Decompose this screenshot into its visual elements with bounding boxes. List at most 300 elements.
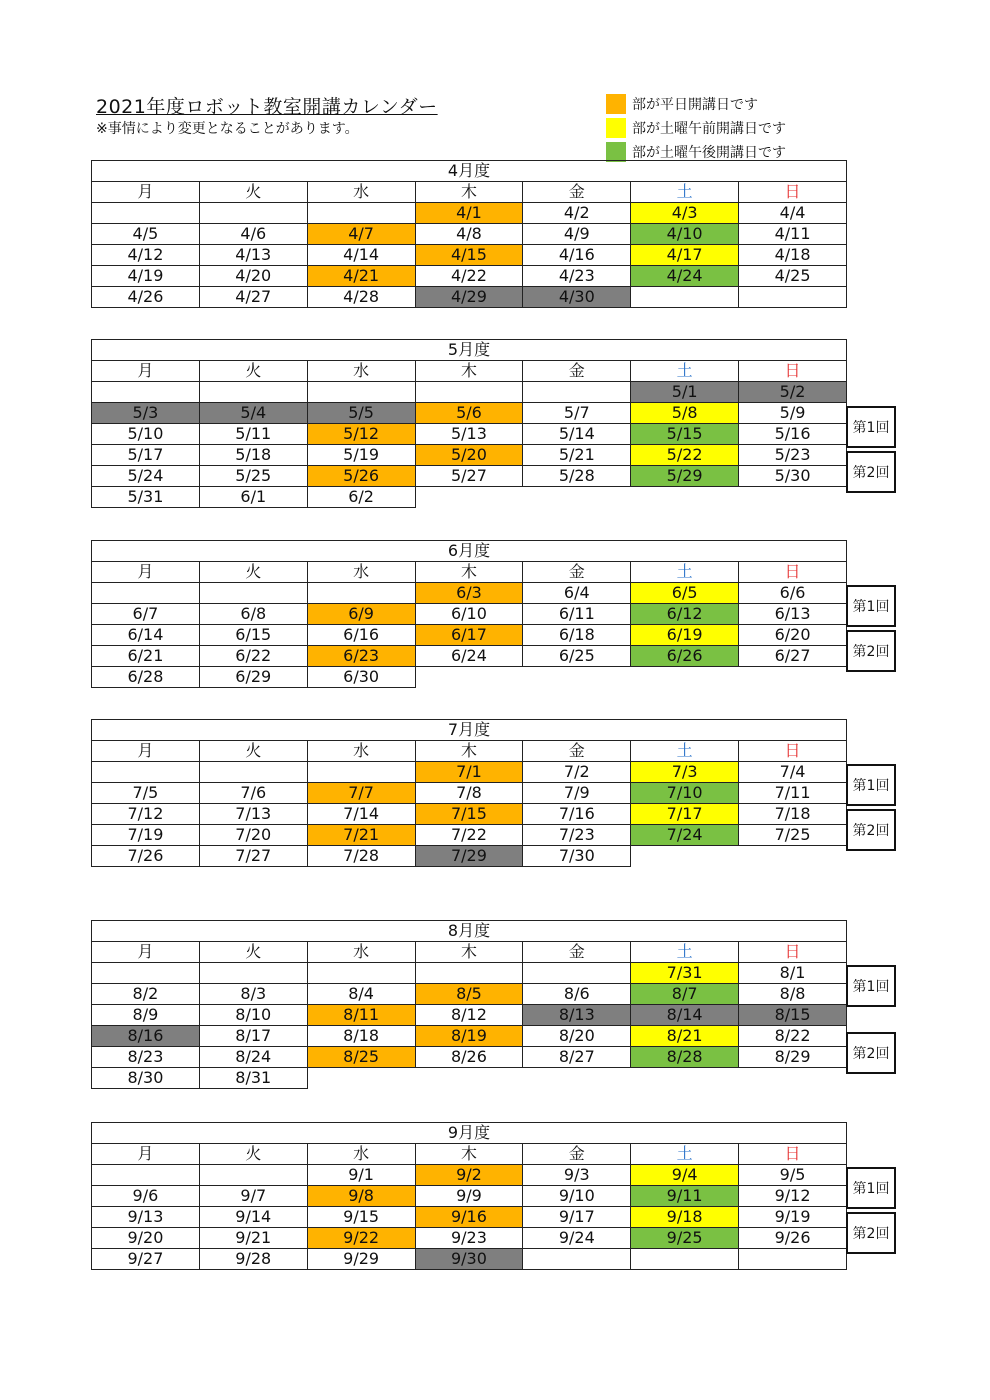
session-1-badge: 第1回 [846,764,896,806]
date-cell-pm: 7/10 [631,783,739,804]
date-cell: 8/26 [415,1047,523,1068]
date-cell: 8/17 [199,1026,307,1047]
blank-space [523,1068,631,1089]
date-cell: 8/23 [92,1047,200,1068]
date-cell-weekday: 7/1 [415,762,523,783]
date-cell-closed: 5/3 [92,403,200,424]
date-cell-pm: 5/15 [631,424,739,445]
week-row [92,646,847,667]
date-cell: 5/31 [92,487,200,508]
weekday-header: 火 [199,741,307,762]
weekday-header: 火 [199,1144,307,1165]
date-cell: 5/23 [739,445,847,466]
date-cell: 9/26 [739,1228,847,1249]
month-april [91,160,847,308]
month-title: 8月度 [92,921,847,942]
date-cell: 4/12 [92,245,200,266]
date-cell: 6/29 [199,667,307,688]
date-cell-weekday: 4/7 [307,224,415,245]
date-cell: 8/18 [307,1026,415,1047]
date-cell-closed: 5/4 [199,403,307,424]
weekday-header: 日 [739,562,847,583]
weekday-header: 日 [739,1144,847,1165]
week-row [92,266,847,287]
empty-cell [307,963,415,984]
weekday-header: 土 [631,1144,739,1165]
empty-cell [307,762,415,783]
date-cell: 9/19 [739,1207,847,1228]
date-cell: 7/9 [523,783,631,804]
empty-cell [92,762,200,783]
empty-cell [523,963,631,984]
date-cell-closed: 4/29 [415,287,523,308]
date-cell-weekday: 8/25 [307,1047,415,1068]
weekday-header: 土 [631,562,739,583]
date-cell: 5/14 [523,424,631,445]
date-cell: 8/30 [92,1068,200,1089]
date-cell: 7/4 [739,762,847,783]
blank-space [739,846,847,867]
date-cell: 8/1 [739,963,847,984]
month-title: 7月度 [92,720,847,741]
week-row [92,245,847,266]
empty-cell [415,382,523,403]
date-cell-weekday: 6/9 [307,604,415,625]
date-cell: 9/27 [92,1249,200,1270]
date-cell: 4/9 [523,224,631,245]
weekday-header: 金 [523,361,631,382]
month-title: 9月度 [92,1123,847,1144]
week-row [92,382,847,403]
date-cell: 5/7 [523,403,631,424]
weekday-header: 日 [739,361,847,382]
date-cell: 7/6 [199,783,307,804]
date-cell: 9/3 [523,1165,631,1186]
week-row [92,287,847,308]
weekday-header: 木 [415,182,523,203]
date-cell: 9/1 [307,1165,415,1186]
empty-cell [92,382,200,403]
weekday-header: 火 [199,942,307,963]
date-cell-am: 9/4 [631,1165,739,1186]
date-cell: 9/20 [92,1228,200,1249]
date-cell-am: 4/17 [631,245,739,266]
legend-item-weekday [606,92,786,116]
date-cell-am: 5/8 [631,403,739,424]
date-cell: 9/14 [199,1207,307,1228]
date-cell-pm: 6/12 [631,604,739,625]
date-cell: 7/20 [199,825,307,846]
date-cell-weekday: 7/21 [307,825,415,846]
date-cell: 5/21 [523,445,631,466]
date-cell: 4/8 [415,224,523,245]
session-2-badge: 第2回 [846,451,896,493]
weekday-header: 水 [307,182,415,203]
date-cell-weekday: 7/7 [307,783,415,804]
date-cell-am: 7/3 [631,762,739,783]
legend-label: 部が土曜午前開講日です [632,121,786,137]
week-row [92,604,847,625]
date-cell: 9/29 [307,1249,415,1270]
empty-cell [631,287,739,308]
date-cell-weekday: 4/21 [307,266,415,287]
date-cell: 8/22 [739,1026,847,1047]
weekday-header: 水 [307,741,415,762]
blank-space [739,487,847,508]
date-cell-pm: 6/26 [631,646,739,667]
date-cell: 8/12 [415,1005,523,1026]
date-cell: 6/13 [739,604,847,625]
empty-cell [523,382,631,403]
weekday-header: 金 [523,182,631,203]
week-row [92,424,847,445]
date-cell: 7/25 [739,825,847,846]
date-cell-weekday: 6/3 [415,583,523,604]
empty-cell [92,583,200,604]
blank-space [415,1068,523,1089]
date-cell: 8/6 [523,984,631,1005]
date-cell: 4/25 [739,266,847,287]
weekday-header: 月 [92,182,200,203]
date-cell: 5/28 [523,466,631,487]
date-cell: 4/11 [739,224,847,245]
date-cell: 7/16 [523,804,631,825]
date-cell-weekday: 9/16 [415,1207,523,1228]
date-cell-am: 8/21 [631,1026,739,1047]
date-cell-weekday: 6/23 [307,646,415,667]
empty-cell [307,583,415,604]
date-cell: 6/15 [199,625,307,646]
date-cell: 8/27 [523,1047,631,1068]
date-cell: 6/28 [92,667,200,688]
empty-cell [739,1249,847,1270]
blank-space [631,667,739,688]
date-cell: 9/23 [415,1228,523,1249]
date-cell: 4/20 [199,266,307,287]
date-cell: 6/16 [307,625,415,646]
date-cell: 5/9 [739,403,847,424]
date-cell-weekday: 4/1 [415,203,523,224]
week-row [92,963,847,984]
week-row [92,466,847,487]
date-cell: 5/30 [739,466,847,487]
weekday-header: 月 [92,1144,200,1165]
date-cell-am: 5/22 [631,445,739,466]
date-cell: 6/7 [92,604,200,625]
date-cell-pm: 4/24 [631,266,739,287]
date-cell: 4/16 [523,245,631,266]
weekday-header: 土 [631,182,739,203]
date-cell: 6/27 [739,646,847,667]
date-cell: 6/21 [92,646,200,667]
empty-cell [523,1249,631,1270]
week-row [92,762,847,783]
date-cell: 9/5 [739,1165,847,1186]
date-cell-closed: 8/13 [523,1005,631,1026]
blank-space [631,487,739,508]
date-cell: 5/27 [415,466,523,487]
weekday-header: 日 [739,182,847,203]
date-cell: 4/19 [92,266,200,287]
date-cell: 7/22 [415,825,523,846]
empty-cell [307,203,415,224]
date-cell-pm: 9/25 [631,1228,739,1249]
week-row [92,1165,847,1186]
date-cell: 6/11 [523,604,631,625]
page-title: 2021年度ロボット教室開講カレンダー [96,96,438,118]
date-cell: 7/5 [92,783,200,804]
week-row [92,783,847,804]
empty-cell [307,382,415,403]
date-cell-closed: 9/30 [415,1249,523,1270]
week-row [92,1047,847,1068]
empty-cell [415,963,523,984]
date-cell-closed: 8/14 [631,1005,739,1026]
date-cell: 9/24 [523,1228,631,1249]
date-cell: 9/7 [199,1186,307,1207]
date-cell-weekday: 6/17 [415,625,523,646]
date-cell-weekday: 5/20 [415,445,523,466]
date-cell: 6/30 [307,667,415,688]
date-cell: 8/4 [307,984,415,1005]
date-cell-closed: 5/5 [307,403,415,424]
week-row [92,224,847,245]
date-cell-pm: 4/10 [631,224,739,245]
session-1-badge: 第1回 [846,965,896,1007]
calendar-table [91,160,847,308]
date-cell: 8/3 [199,984,307,1005]
month-title: 6月度 [92,541,847,562]
date-cell-am: 7/31 [631,963,739,984]
weekday-swatch [606,94,626,114]
date-cell: 6/22 [199,646,307,667]
blank-space [523,487,631,508]
month-title: 5月度 [92,340,847,361]
weekday-header: 水 [307,361,415,382]
blank-space [739,1068,847,1089]
date-cell: 8/10 [199,1005,307,1026]
blank-space [523,667,631,688]
week-row [92,625,847,646]
week-row [92,1186,847,1207]
date-cell: 8/9 [92,1005,200,1026]
date-cell: 4/23 [523,266,631,287]
month-june [91,540,847,688]
date-cell-weekday: 5/26 [307,466,415,487]
blank-space [415,487,523,508]
date-cell-weekday: 8/11 [307,1005,415,1026]
date-cell-weekday: 9/8 [307,1186,415,1207]
date-cell-am: 6/5 [631,583,739,604]
weekday-header: 月 [92,562,200,583]
weekday-header: 火 [199,361,307,382]
date-cell: 5/24 [92,466,200,487]
date-cell: 6/6 [739,583,847,604]
date-cell: 6/8 [199,604,307,625]
week-row [92,1207,847,1228]
date-cell: 5/25 [199,466,307,487]
date-cell: 5/17 [92,445,200,466]
date-cell-weekday: 9/2 [415,1165,523,1186]
calendar-table [91,339,847,508]
session-2-badge: 第2回 [846,630,896,672]
date-cell: 4/13 [199,245,307,266]
empty-cell [92,1165,200,1186]
weekday-header: 火 [199,562,307,583]
weekday-header: 水 [307,942,415,963]
date-cell: 9/10 [523,1186,631,1207]
date-cell: 6/1 [199,487,307,508]
date-cell-closed: 7/29 [415,846,523,867]
week-row [92,667,847,688]
date-cell: 4/5 [92,224,200,245]
date-cell: 8/29 [739,1047,847,1068]
date-cell: 9/12 [739,1186,847,1207]
month-title: 4月度 [92,161,847,182]
date-cell: 4/6 [199,224,307,245]
date-cell-weekday: 5/6 [415,403,523,424]
session-1-badge: 第1回 [846,1167,896,1209]
session-2-badge: 第2回 [846,809,896,851]
date-cell-pm: 7/24 [631,825,739,846]
date-cell-pm: 9/11 [631,1186,739,1207]
legend-label: 部が土曜午後開講日です [632,145,786,161]
weekday-header: 月 [92,361,200,382]
empty-cell [199,382,307,403]
weekday-header: 木 [415,361,523,382]
blank-space [631,846,739,867]
date-cell-closed: 4/30 [523,287,631,308]
date-cell: 9/13 [92,1207,200,1228]
week-row [92,1249,847,1270]
week-row [92,1228,847,1249]
saturday-pm-swatch [606,142,626,162]
weekday-header: 金 [523,562,631,583]
blank-space [631,1068,739,1089]
date-cell-am: 7/17 [631,804,739,825]
saturday-am-swatch [606,118,626,138]
date-cell: 9/28 [199,1249,307,1270]
date-cell: 7/13 [199,804,307,825]
weekday-header: 火 [199,182,307,203]
date-cell: 9/17 [523,1207,631,1228]
empty-cell [199,1165,307,1186]
weekday-header: 水 [307,1144,415,1165]
date-cell: 9/15 [307,1207,415,1228]
session-1-badge: 第1回 [846,585,896,627]
date-cell: 6/24 [415,646,523,667]
weekday-header: 木 [415,741,523,762]
date-cell: 6/14 [92,625,200,646]
date-cell-weekday: 9/22 [307,1228,415,1249]
weekday-header: 木 [415,942,523,963]
date-cell-closed: 5/2 [739,382,847,403]
date-cell: 9/9 [415,1186,523,1207]
date-cell-am: 4/3 [631,203,739,224]
change-notice: ※事情により変更となることがあります。 [96,121,359,137]
date-cell: 6/4 [523,583,631,604]
empty-cell [199,583,307,604]
empty-cell [631,1249,739,1270]
week-row [92,804,847,825]
date-cell: 5/10 [92,424,200,445]
week-row [92,825,847,846]
week-row [92,1005,847,1026]
empty-cell [199,963,307,984]
date-cell: 4/4 [739,203,847,224]
date-cell-pm: 8/28 [631,1047,739,1068]
empty-cell [199,203,307,224]
session-2-badge: 第2回 [846,1032,896,1074]
date-cell: 5/16 [739,424,847,445]
blank-space [415,667,523,688]
date-cell: 7/27 [199,846,307,867]
date-cell: 7/12 [92,804,200,825]
date-cell: 8/24 [199,1047,307,1068]
date-cell: 7/2 [523,762,631,783]
date-cell: 7/23 [523,825,631,846]
week-row [92,583,847,604]
date-cell: 9/21 [199,1228,307,1249]
date-cell: 8/2 [92,984,200,1005]
date-cell-pm: 8/7 [631,984,739,1005]
week-row [92,1026,847,1047]
date-cell: 6/18 [523,625,631,646]
empty-cell [92,963,200,984]
date-cell: 8/31 [199,1068,307,1089]
date-cell: 4/14 [307,245,415,266]
week-row [92,1068,847,1089]
weekday-header: 月 [92,942,200,963]
date-cell: 5/11 [199,424,307,445]
legend [606,92,786,164]
date-cell-pm: 5/29 [631,466,739,487]
date-cell-am: 6/19 [631,625,739,646]
week-row [92,203,847,224]
date-cell-closed: 8/16 [92,1026,200,1047]
blank-space [739,667,847,688]
blank-space [307,1068,415,1089]
weekday-header: 金 [523,741,631,762]
date-cell-weekday: 4/15 [415,245,523,266]
empty-cell [199,762,307,783]
date-cell-closed: 5/1 [631,382,739,403]
weekday-header: 土 [631,741,739,762]
date-cell: 4/22 [415,266,523,287]
week-row [92,445,847,466]
calendar-table [91,719,847,867]
session-1-badge: 第1回 [846,406,896,448]
weekday-header: 月 [92,741,200,762]
date-cell: 7/14 [307,804,415,825]
date-cell: 6/25 [523,646,631,667]
date-cell: 8/20 [523,1026,631,1047]
session-2-badge: 第2回 [846,1212,896,1254]
date-cell-closed: 8/15 [739,1005,847,1026]
date-cell: 4/28 [307,287,415,308]
week-row [92,984,847,1005]
calendar-table [91,540,847,688]
date-cell: 4/18 [739,245,847,266]
weekday-header: 水 [307,562,415,583]
empty-cell [92,203,200,224]
date-cell: 5/13 [415,424,523,445]
date-cell-weekday: 5/12 [307,424,415,445]
weekday-header: 日 [739,942,847,963]
date-cell: 4/2 [523,203,631,224]
date-cell-weekday: 8/19 [415,1026,523,1047]
date-cell: 5/19 [307,445,415,466]
